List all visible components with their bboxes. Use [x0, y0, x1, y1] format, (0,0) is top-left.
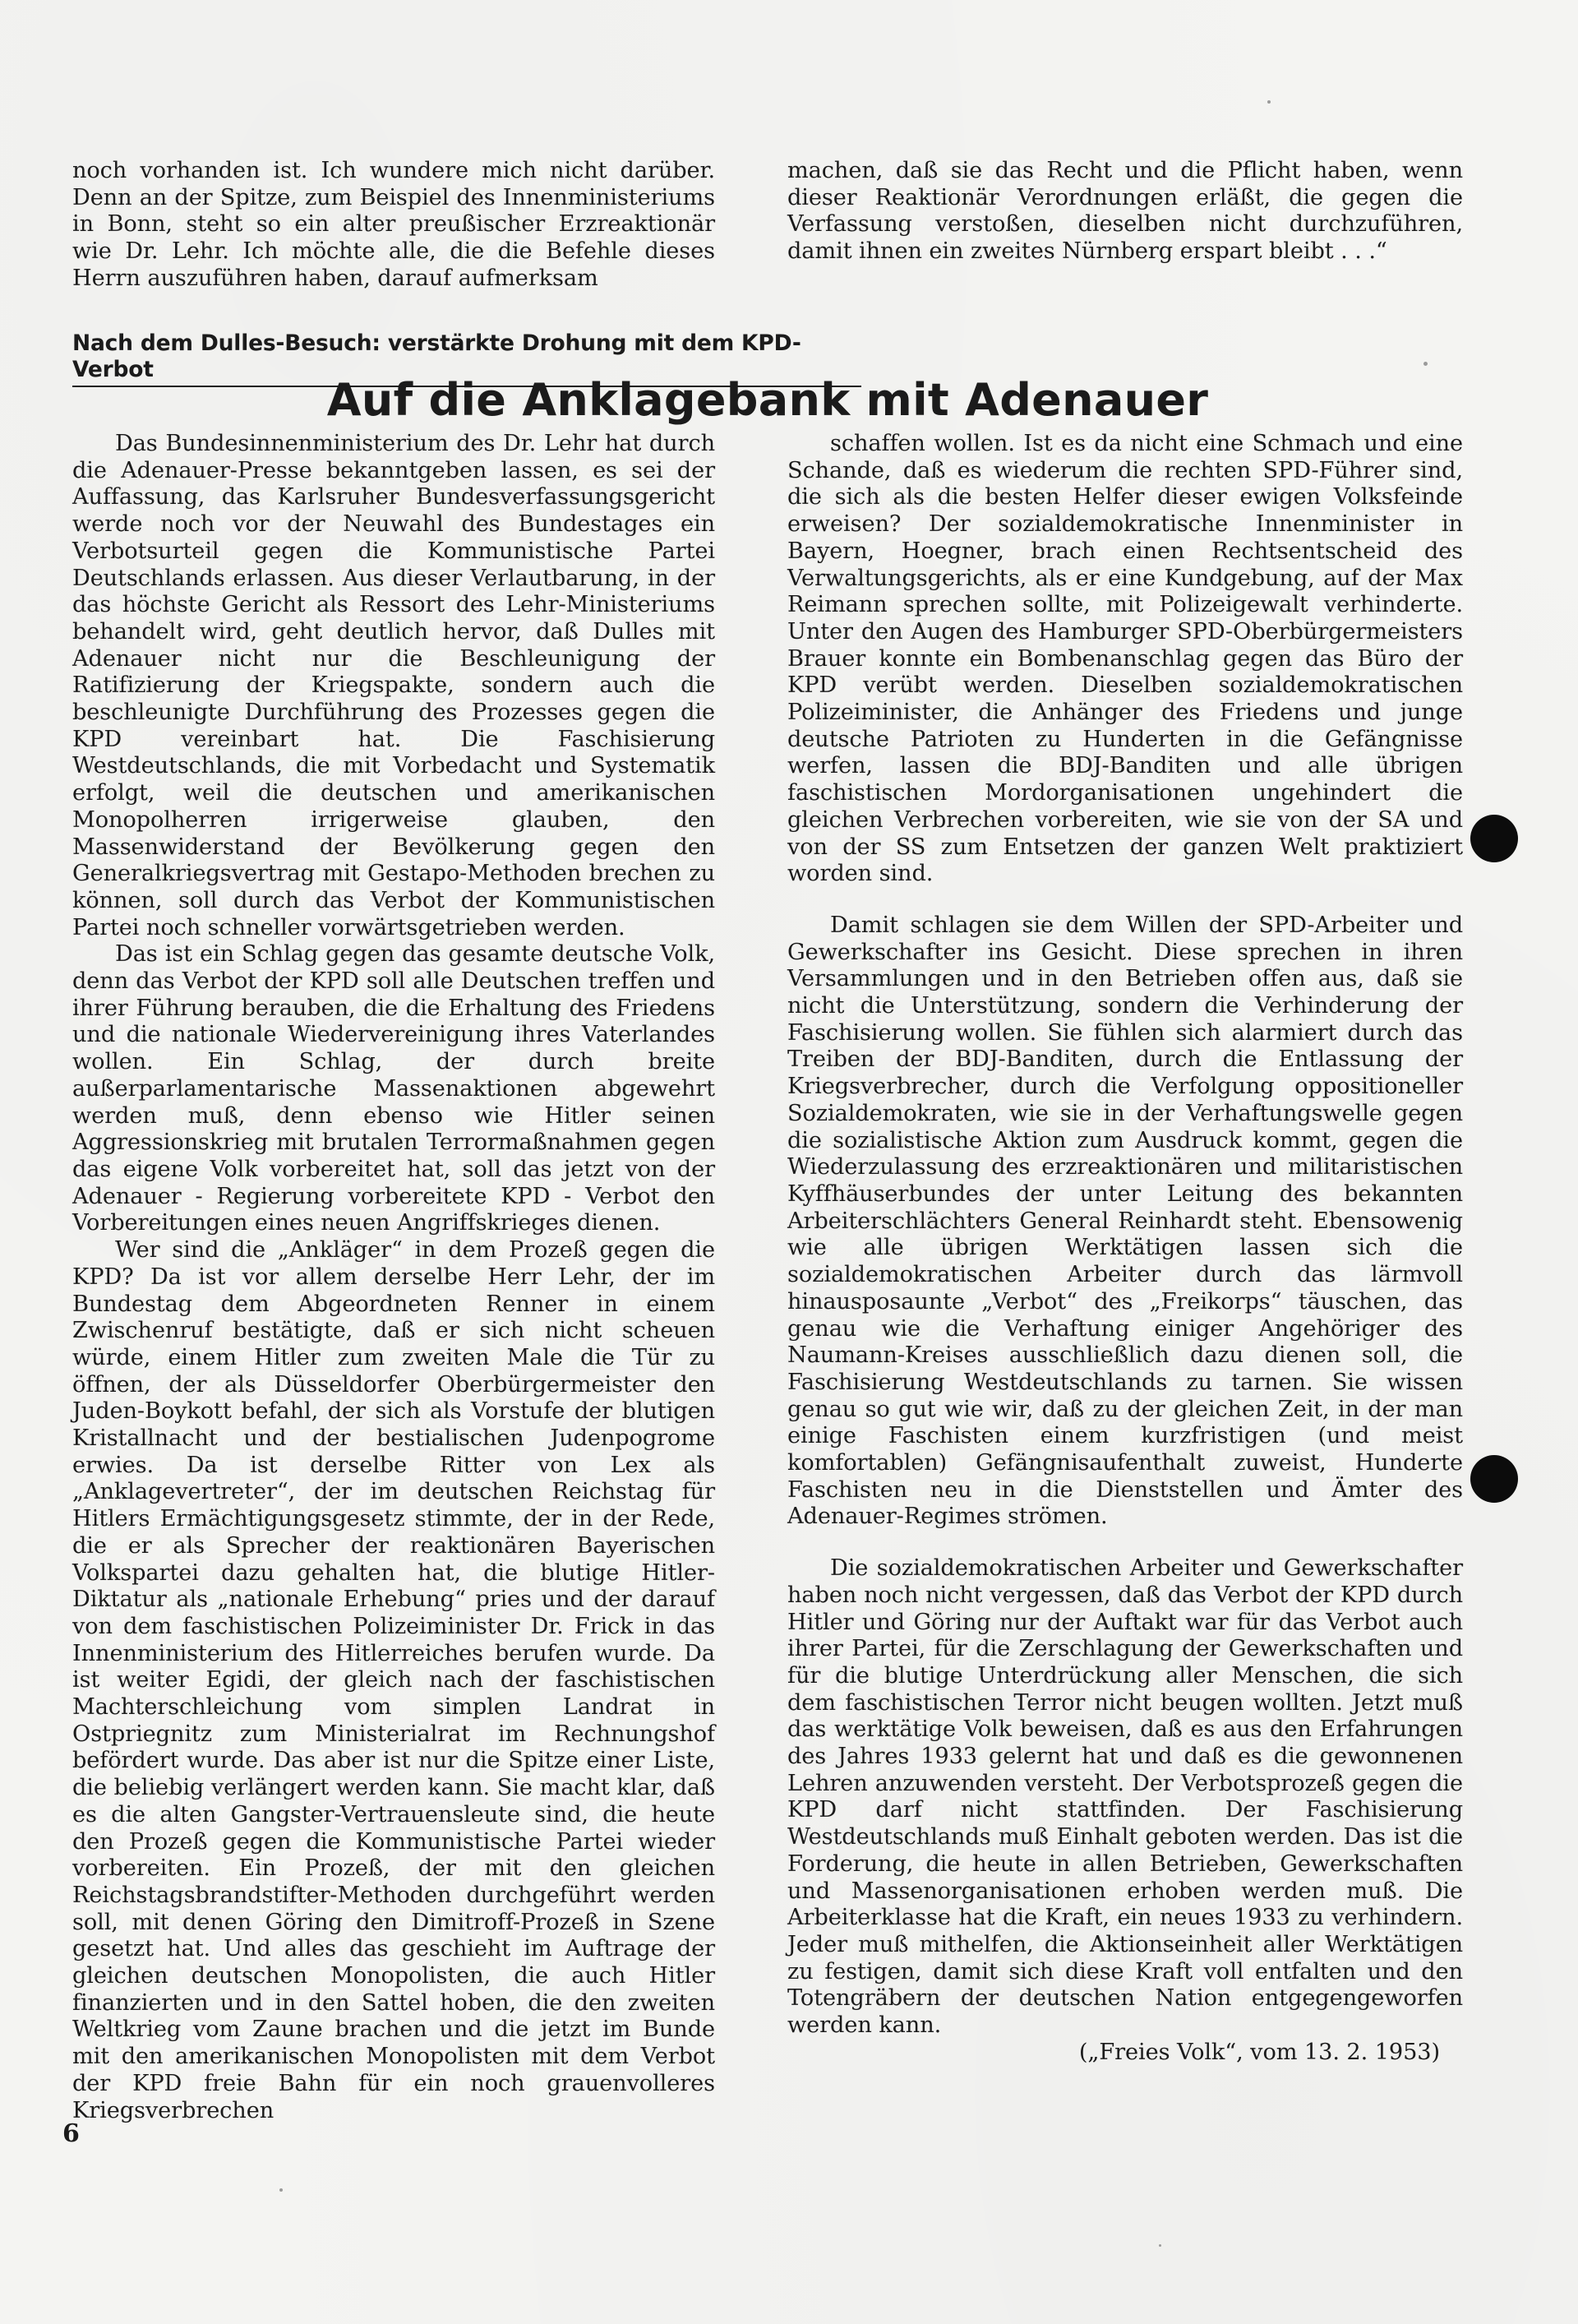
- article-paragraph: Das Bundesinnenministerium des Dr. Lehr hat durch die Adenauer-Presse bekanntgeben lassen, es sei der Auffassung, das Karlsruher Bundesverfassungsgericht werde noch vor der Neuwahl des Bundestages ein Verbotsurteil gegen die Kommunistische Partei Deutschlands erlassen. Aus dieser Verlautbarung, in der das höchste Gericht als Ressort des Lehr-Ministeriums behandelt wird, geht deutlich hervor, daß Dulles mit Adenauer nicht nur die Beschleunigung der Ratifizierung der Kriegspakte, sondern auch die beschleunigte Durchführung des Prozesses gegen die KPD vereinbart hat. Die Faschisierung Westdeutschlands, die mit Vorbedacht und Systematik erfolgt, weil die deutschen und amerikanischen Monopolherren irrigerweise glauben, den Massenwiderstand der Bevölkerung gegen den Generalkriegsvertrag mit Gestapo-Methoden brechen zu können, soll durch das Verbot der Kommunistischen Partei noch schneller vorwärtsgetrieben werden.: [72, 431, 715, 940]
- article-column-left: [72, 431, 715, 2124]
- previous-article-text-right: machen, daß sie das Recht und die Pflicht haben, wenn dieser Reaktionär Verordnungen erläßt, die gegen die Verfassung verstoßen, dieselben nicht durchzuführen, damit ihnen ein zweites Nürnberg erspart bleibt . . .“: [787, 158, 1463, 265]
- article-paragraph: Wer sind die „Ankläger“ in dem Prozeß gegen die KPD? Da ist vor allem derselbe Herr Lehr, der im Bundestag dem Abgeordneten Renner in einem Zwischenruf bestätigte, daß er sich nicht scheuen würde, einem Hitler zum zweiten Male die Tür zu öffnen, der als Düsseldorfer Oberbürgermeister den Juden-Boykott befahl, der sich als Vorstufe der blutigen Kristallnacht und der bestialischen Judenpogrome erwies. Da ist derselbe Ritter von Lex als „Anklagevertreter“, der im deutschen Reichstag für Hitlers Ermächtigungsgesetz stimmte, der in der Rede, die er als Sprecher der reaktionären Bayerischen Volkspartei dazu gehalten hat, die blutige Hitler-Diktatur als „nationale Erhebung“ pries und der darauf von dem faschistischen Polizeiminister Dr. Frick in das Innenministerium des Hitlerreiches berufen wurde. Da ist weiter Egidi, der gleich nach der faschistischen Machterschleichung vom simplen Landrat in Ostpriegnitz zum Ministerialrat im Rechnungshof befördert wurde. Das aber ist nur die Spitze einer Liste, die beliebig verlängert werden kann. Sie macht klar, daß es die alten Gangster-Vertrauensleute sind, die heute den Prozeß gegen die Kommunistische Partei wieder vorbereiten. Ein Prozeß, der mit den gleichen Reichstagsbrandstifter-Methoden durchgeführt werden soll, mit denen Göring den Dimitroff-Prozeß in Szene gesetzt hat. Und alles das geschieht im Auftrage der gleichen deutschen Monopolisten, die auch Hitler finanzierten und in den Sattel hoben, die den zweiten Weltkrieg vom Zaune brachen und die jetzt im Bunde mit den amerikanischen Monopolisten mit dem Verbot der KPD freie Bahn für ein noch grauenvolleres Kriegsverbrechen: [72, 1237, 715, 2123]
- article-headline: Auf die Anklagebank mit Adenauer: [326, 374, 1209, 426]
- page-number: 6: [62, 2119, 80, 2148]
- punch-hole: [1470, 1455, 1518, 1503]
- article-paragraph: Die sozialdemokratischen Arbeiter und Gewerkschafter haben noch nicht vergessen, daß das Verbot der KPD durch Hitler und Göring nur der Auftakt war für das Verbot auch ihrer Partei, für die Zerschlagung der Gewerkschaften und für die blutige Unterdrückung aller Menschen, die sich dem faschistischen Terror nicht beugen wollten. Jetzt muß das werktätige Volk beweisen, daß es aus den Erfahrungen des Jahres 1933 gelernt hat und daß es die gewonnenen Lehren anzuwenden versteht. Der Verbotsprozeß gegen die KPD darf nicht stattfinden. Der Faschisierung Westdeutschlands muß Einhalt geboten werden. Das ist die Forderung, die heute in allen Betrieben, Gewerkschaften und Massenorganisationen erhoben werden muß. Die Arbeiterklasse hat die Kraft, ein neues 1933 zu verhindern. Jeder muß mithelfen, die Aktionseinheit aller Werktätigen zu festigen, damit sich diese Kraft voll entfalten und den Totengräbern der deutschen Nation entgegengeworfen werden kann.: [787, 1555, 1463, 2039]
- article-paragraph: Damit schlagen sie dem Willen der SPD-Arbeiter und Gewerkschafter ins Gesicht. Diese sprechen in ihren Versammlungen und in den Betrieben offen aus, daß sie nicht die Unterstützung, sondern die Verhinderung der Faschisierung wollen. Sie fühlen sich alarmiert durch das Treiben der BDJ-Banditen, durch die Entlassung der Kriegsverbrecher, durch die Verfolgung oppositioneller Sozialdemokraten, wie sie in der Verhaftungswelle gegen die sozialistische Aktion zum Ausdruck kommt, gegen die Wiederzulassung des erzreaktionären und militaristischen Kyffhäuserbundes der unter Leitung des bekannten Arbeiterschlächters General Reinhardt steht. Ebensowenig wie alle übrigen Werktätigen lassen sich die sozialdemokratischen Arbeiter durch das lärmvoll hinausposaunte „Verbot“ des „Freikorps“ täuschen, das genau wie die Verhaftung einiger Angehöriger des Naumann-Kreises ausschließlich dazu dienen soll, die Faschisierung Westdeutschlands zu tarnen. Sie wissen genau so gut wie wir, daß zu der gleichen Zeit, in der man einige Faschisten einem kurzfristigen (und meist komfortablen) Gefängnisaufenthalt zuweist, Hunderte Faschisten neu in die Dienststellen und Ämter des Adenauer-Regimes strömen.: [787, 912, 1463, 1530]
- scan-speck: [1159, 2244, 1161, 2247]
- scan-speck: [279, 2188, 283, 2192]
- article-column-right: [787, 431, 1463, 2066]
- article-kicker: Nach dem Dulles-Besuch: verstärkte Drohung mit dem KPD-Verbot: [72, 330, 861, 387]
- previous-article-continuation-left: [72, 158, 715, 293]
- article-source: („Freies Volk“, vom 13. 2. 1953): [1078, 2039, 1440, 2065]
- previous-article-continuation-right: [787, 158, 1463, 266]
- article-paragraph: Das ist ein Schlag gegen das gesamte deutsche Volk, denn das Verbot der KPD soll alle Deutschen treffen und ihrer Führung berauben, die die Erhaltung des Friedens und die nationale Wiedervereinigung ihres Vaterlandes wollen. Ein Schlag, der durch breite außerparlamentarische Massenaktionen abgewehrt werden muß, denn ebenso wie Hitler seinen Aggressionskrieg mit brutalen Terrormaßnahmen gegen das eigene Volk vorbereitet hat, soll das jetzt von der Adenauer - Regierung vorbereitete KPD - Verbot den Vorbereitungen eines neuen Angriffskrieges dienen.: [72, 941, 715, 1236]
- previous-article-text-left: noch vorhanden ist. Ich wundere mich nicht darüber. Denn an der Spitze, zum Beispiel des Innenministeriums in Bonn, steht so ein alter preußischer Erzreaktionär wie Dr. Lehr. Ich möchte alle, die die Befehle dieses Herrn auszuführen haben, darauf aufmerksam: [72, 158, 715, 291]
- scan-speck: [1267, 100, 1271, 104]
- article-paragraph: schaffen wollen. Ist es da nicht eine Schmach und eine Schande, daß es wiederum die rechten SPD-Führer sind, die sich als die besten Helfer dieser ewigen Volksfeinde erweisen? Der sozialdemokratische Innenminister in Bayern, Hoegner, brach einen Rechtsentscheid des Verwaltungsgerichts, als er eine Kundgebung, auf der Max Reimann sprechen sollte, mit Polizeigewalt verhinderte. Unter den Augen des Hamburger SPD-Oberbürgermeisters Brauer konnte ein Bombenanschlag gegen das Büro der KPD verübt werden. Dieselben sozialdemokratischen Polizeiminister, die Anhänger des Friedens und junge deutsche Patrioten zu Hunderten in die Gefängnisse werfen, lassen die BDJ-Banditen und alle übrigen faschistischen Mordorganisationen ungehindert die gleichen Verbrechen vorbereiten, wie sie von der SA und von der SS zum Entsetzen der ganzen Welt praktiziert worden sind.: [787, 431, 1463, 887]
- scan-speck: [1423, 362, 1428, 366]
- punch-hole: [1470, 815, 1518, 862]
